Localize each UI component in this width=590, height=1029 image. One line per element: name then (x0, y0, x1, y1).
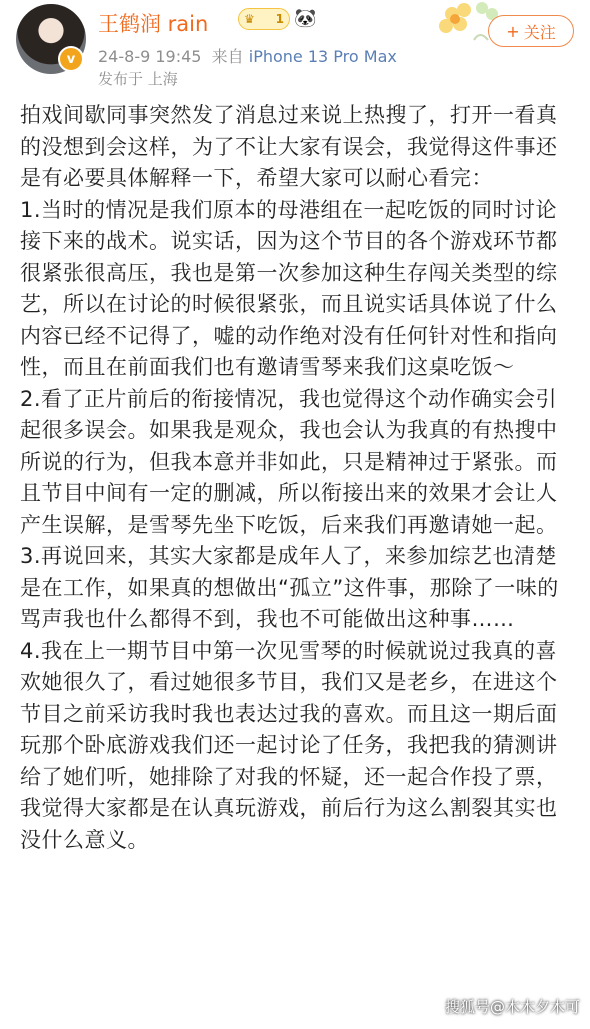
source-device[interactable]: iPhone 13 Pro Max (248, 47, 397, 66)
post-body (20, 100, 572, 856)
username[interactable]: 王鹤润 rain (98, 12, 209, 36)
follow-button[interactable] (488, 15, 574, 47)
plus-icon: + (506, 21, 520, 41)
post-timestamp: 24-8-9 19:45 (98, 47, 202, 66)
post-location: 发布于 上海 (98, 70, 178, 88)
watermark: 搜狐号@木木夕木可 (444, 998, 580, 1016)
user-badges (238, 8, 316, 30)
follow-label: 关注 (523, 22, 556, 42)
post-paragraph: 3.再说回来，其实大家都是成年人了，来参加综艺也清楚是在工作，如果真的想做出“孤立”这件事，那除了一味的骂声我也什么都得不到，我也不可能做出这种事…… (20, 544, 559, 631)
source-prefix: 来自 (211, 47, 244, 66)
verified-v-icon: v (58, 46, 84, 72)
post-paragraph: 2.看了正片前后的衔接情况，我也觉得这个动作确实会引起很多误会。如果我是观众，我也会认为我真的有热搜中所说的行为，但我本意并非如此，只是精神过于紧张。而且节目中间有一定的删减，所以衔接出来的效果才会让人产生误解，是雪琴先坐下吃饭，后来我们再邀请她一起。 (20, 386, 558, 537)
post-paragraph: 1.当时的情况是我们原本的母港组在一起吃饭的同时讨论接下来的战术。说实话，因为这个节目的各个游戏环节都很紧张很高压，我也是第一次参加这种生存闯关类型的综艺，所以在讨论的时候很紧张，而且说实话具体说了什么内容已经不记得了，嘘的动作绝对没有任何针对性和指向性，而且在前面我们也有邀请雪琴来我们这桌吃饭～ (20, 197, 558, 379)
crown-badge-icon[interactable] (238, 8, 290, 30)
level-number: 1 (275, 12, 284, 26)
post-header (0, 0, 590, 100)
post-paragraph: 拍戏间歇同事突然发了消息过来说上热搜了，打开一看真的没想到会这样，为了不让大家有误会，我觉得这件事还是有必要具体解释一下，希望大家可以耐心看完： (20, 103, 558, 190)
crown-icon: ♛ (244, 12, 255, 26)
panda-icon: 🐼 (294, 8, 317, 29)
post-meta (98, 44, 397, 67)
post-paragraph: 4.我在上一期节目中第一次见雪琴的时候就说过我真的喜欢她很久了，看过她很多节目，我们又是老乡，在进这个节目之前采访我时我也表达过我的喜欢。而且这一期后面玩那个卧底游戏我们还一起讨论了任务，我把我的猜测讲给了她们听，她排除了对我的怀疑，还一起合作投了票，我觉得大家都是在认真玩游戏，前后行为这么割裂其实也没什么意义。 (20, 638, 558, 852)
